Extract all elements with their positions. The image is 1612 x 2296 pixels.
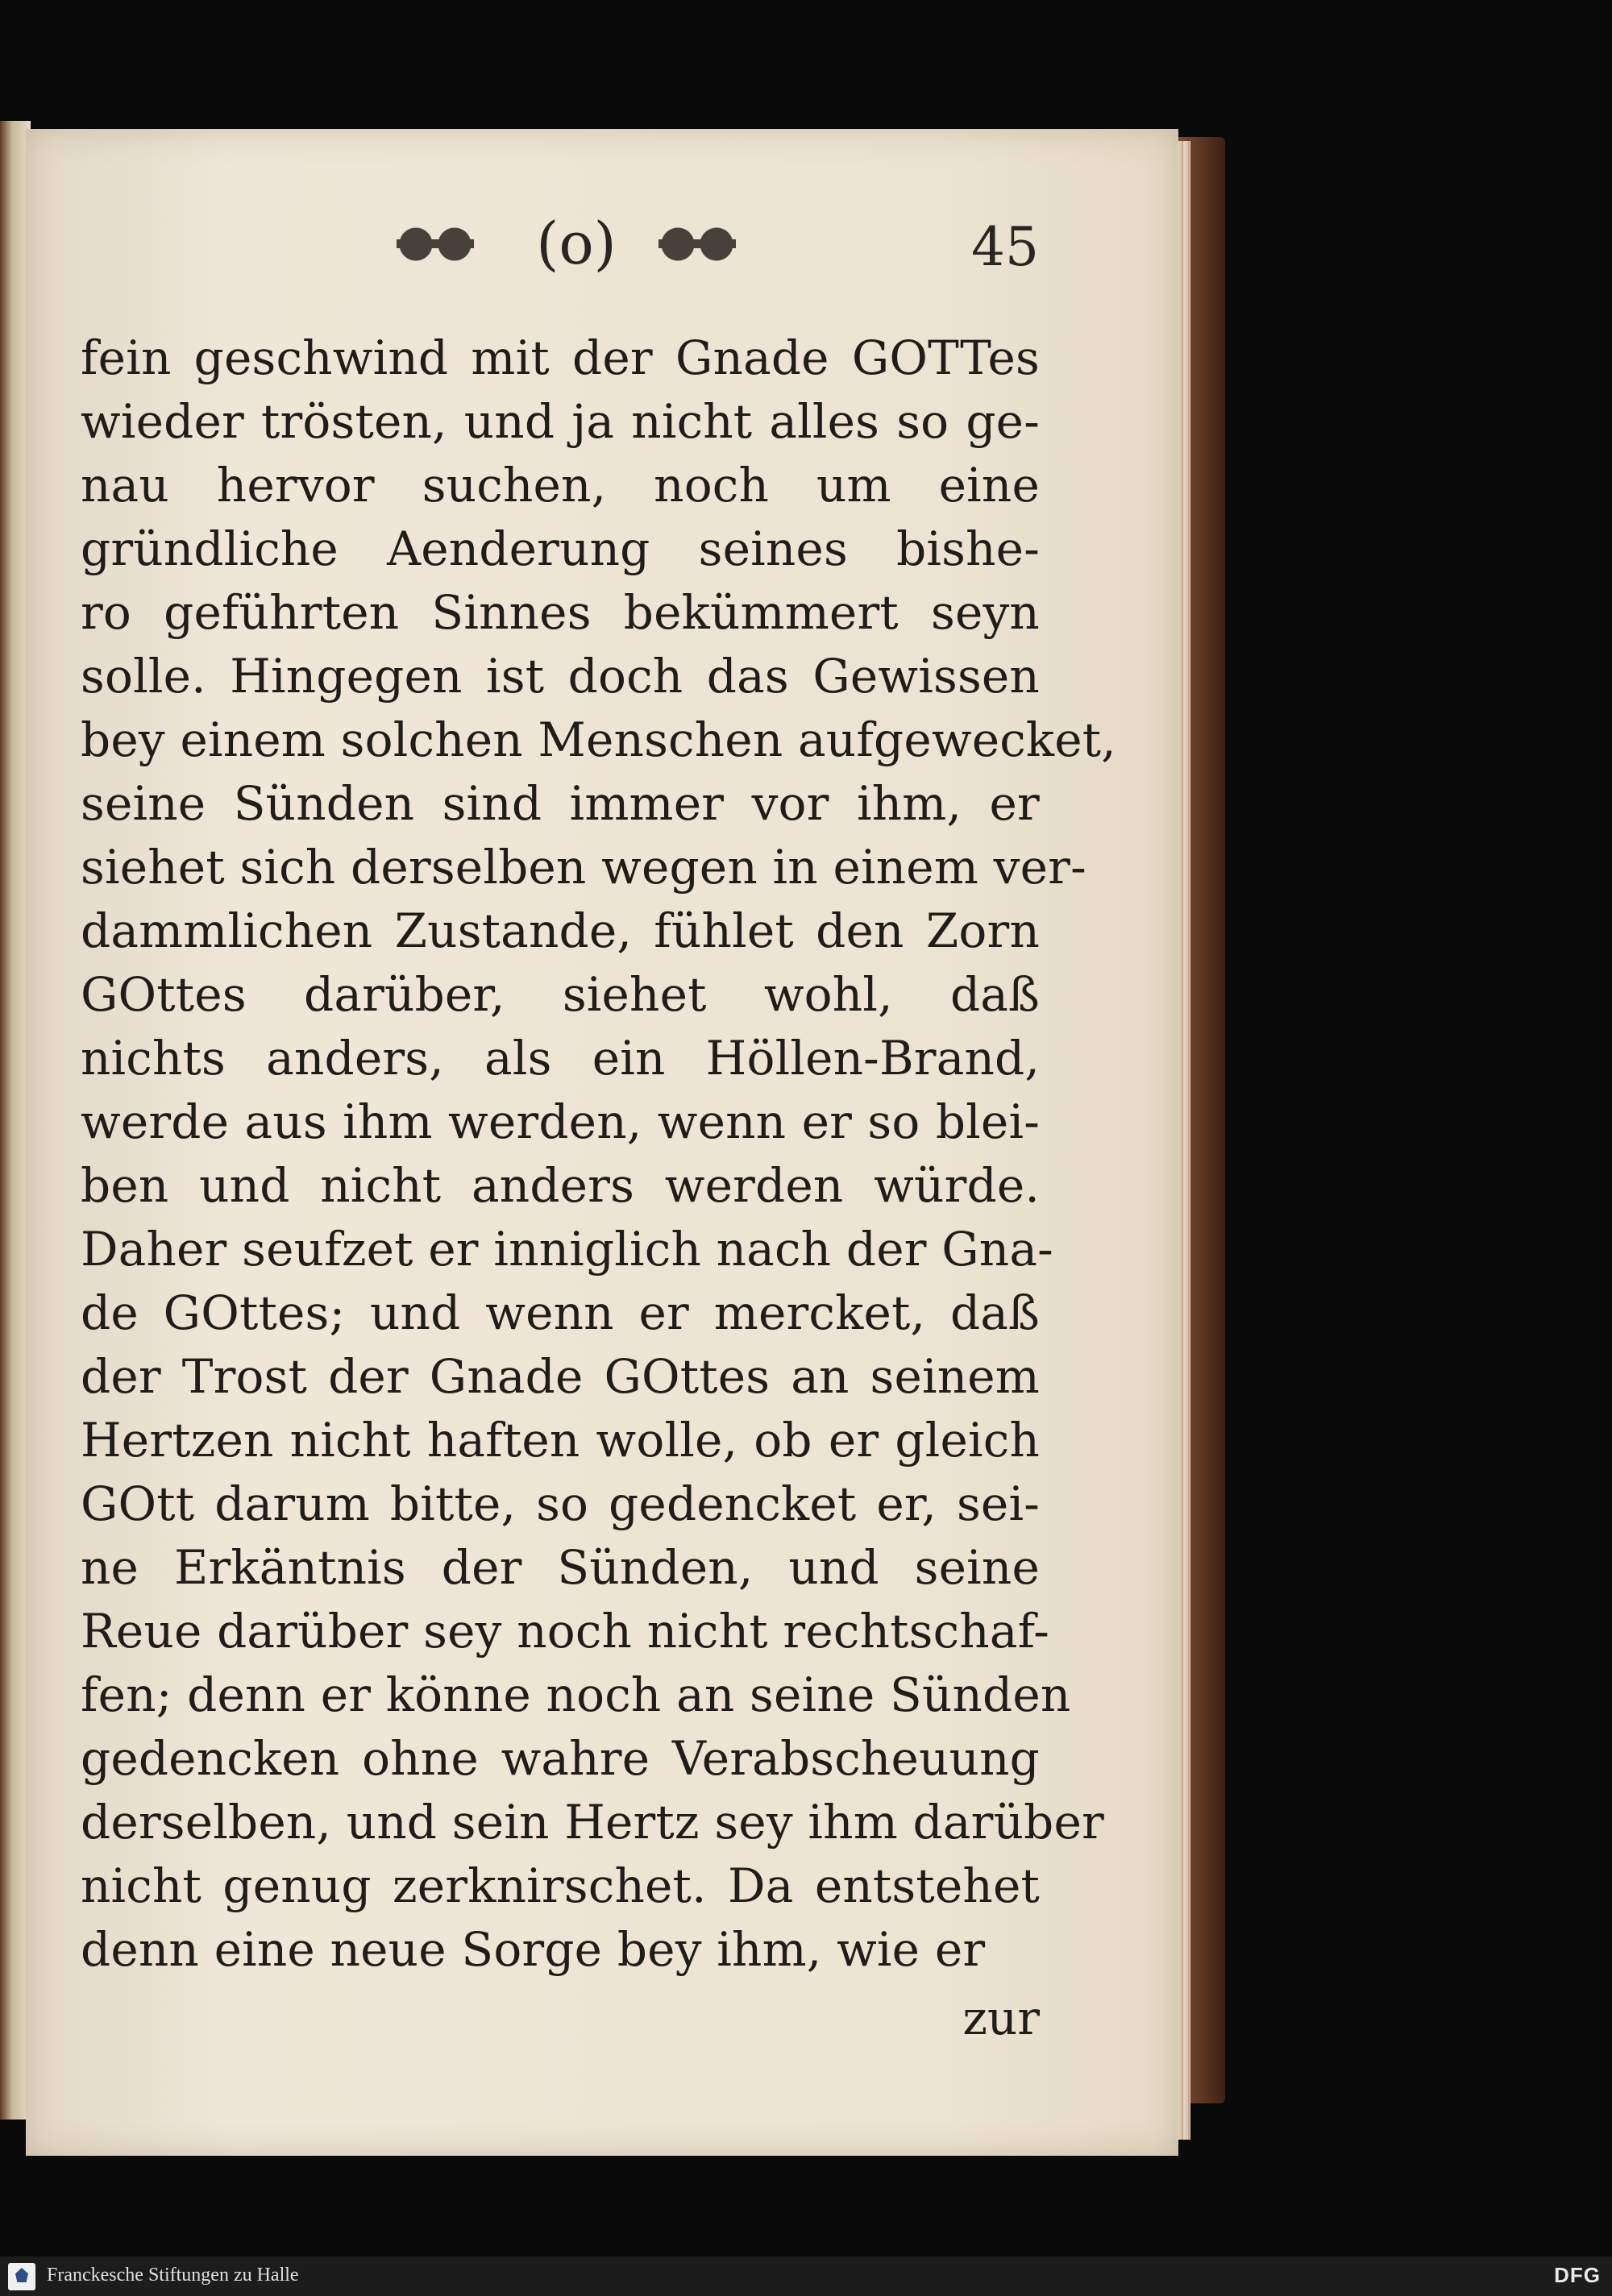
- text-line: de GOttes; und wenn er mercket, daß: [81, 1285, 1040, 1340]
- text-line: nichts anders, als ein Höllen-Brand,: [81, 1031, 1040, 1086]
- text-line: nau hervor suchen, noch um eine: [81, 458, 1040, 513]
- ornament-left-icon: [387, 216, 484, 272]
- text-line: werde aus ihm werden, wenn er so blei-: [81, 1094, 1040, 1149]
- text-line: denn eine neue Sorge bey ihm, wie er: [81, 1922, 986, 1977]
- text-line: nicht genug zerknirschet. Da entstehet: [81, 1858, 1040, 1913]
- body-text: [81, 326, 1116, 1982]
- ornament-right-icon: [649, 216, 746, 272]
- running-head: [387, 201, 1032, 290]
- viewer-footer: [0, 2257, 1612, 2296]
- text-line: gründliche Aenderung seines bishe-: [81, 521, 1040, 576]
- text-line: ben und nicht anders werden würde.: [81, 1158, 1040, 1213]
- text-line: GOtt darum bitte, so gedencket er, sei-: [81, 1476, 1040, 1531]
- text-line: wieder trösten, und ja nicht alles so ge-: [81, 394, 1040, 449]
- text-line: ro geführten Sinnes bekümmert seyn: [81, 585, 1040, 640]
- text-line: GOttes darüber, siehet wohl, daß: [81, 967, 1040, 1022]
- text-line: solle. Hingegen ist doch das Gewissen: [81, 649, 1040, 704]
- text-line: derselben, und sein Hertz sey ihm darüber: [81, 1795, 1104, 1850]
- text-line: fein geschwind mit der Gnade GOTTes: [81, 330, 1040, 385]
- institution-logo-icon: [8, 2263, 35, 2290]
- text-line: dammlichen Zustande, fühlet den Zorn: [81, 903, 1040, 958]
- text-line: Hertzen nicht haften wolle, ob er gleich: [81, 1413, 1040, 1468]
- page-number: 45: [971, 216, 1039, 278]
- text-line: Daher seufzet er inniglich nach der Gna-: [81, 1222, 1053, 1277]
- text-line: seine Sünden sind immer vor ihm, er: [81, 776, 1040, 831]
- funder-logo: DFG: [1554, 2263, 1601, 2287]
- text-line: ne Erkäntnis der Sünden, und seine: [81, 1540, 1040, 1595]
- text-line: der Trost der Gnade GOttes an seinem: [81, 1349, 1040, 1404]
- text-line: siehet sich derselben wegen in einem ver-: [81, 840, 1086, 895]
- text-line: bey einem solchen Menschen aufgewecket,: [81, 712, 1116, 767]
- catchword: zur: [962, 1991, 1040, 2045]
- running-head-mark: (o): [536, 210, 617, 277]
- institution-name: Franckesche Stiftungen zu Halle: [47, 2265, 299, 2286]
- text-line: Reue darüber sey noch nicht rechtschaf-: [81, 1604, 1050, 1659]
- text-line: fen; denn er könne noch an seine Sünden: [81, 1667, 1071, 1722]
- text-line: gedencken ohne wahre Verabscheuung: [81, 1731, 1040, 1786]
